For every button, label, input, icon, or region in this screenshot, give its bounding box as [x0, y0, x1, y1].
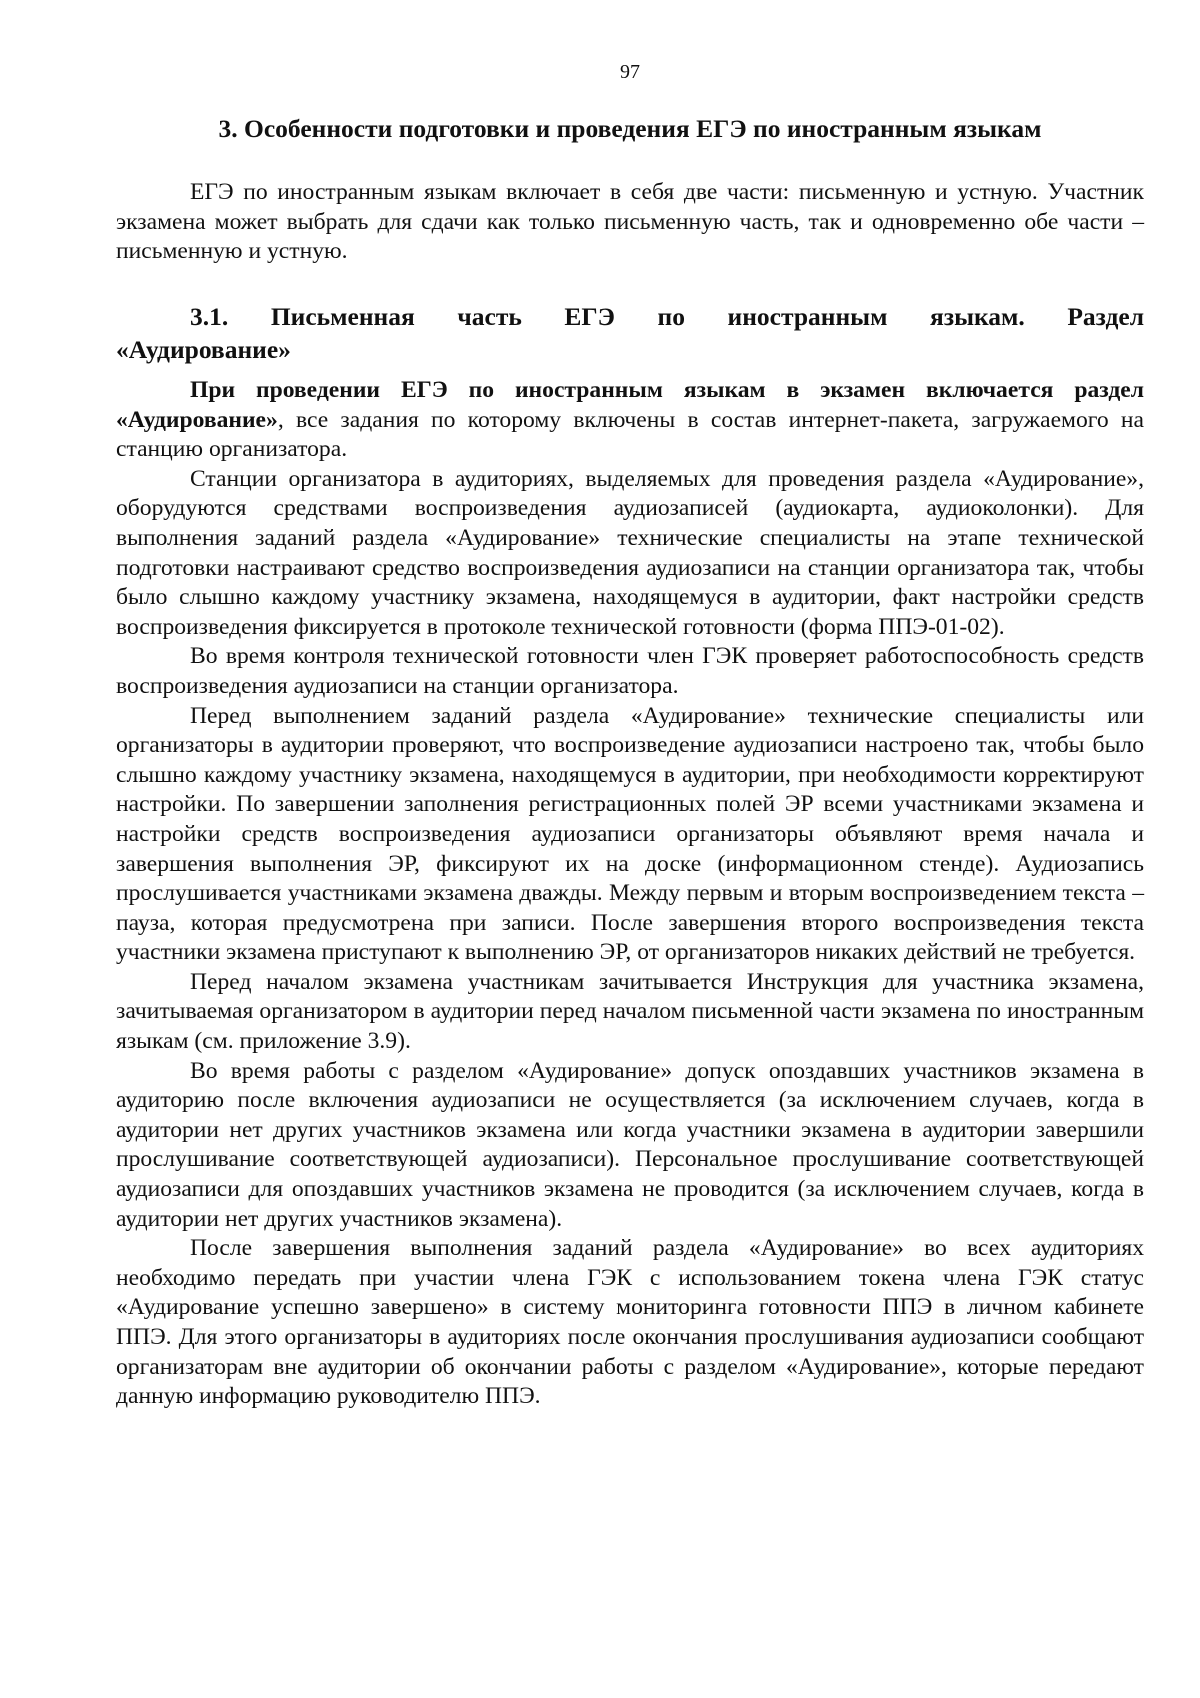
paragraph-6: Во время работы с разделом «Аудирование» допуск опоздавших участников экзамена в аудиторию после включения аудиозаписи не осуществляется (за исключением случаев, когда в аудитории нет других участников экзамена или когда участники экзамена в аудитории завершили прослушивание соответствующей аудиозаписи). Персональное прослушивание соответствующей аудиозаписи для опоздавших участников экзамена не проводится (за исключением случаев, когда в аудитории нет других участников экзамена).: [116, 1057, 1144, 1232]
section-intro: [116, 178, 1144, 267]
paragraph-4: Перед выполнением заданий раздела «Аудирование» технические специалисты или организаторы в аудитории проверяют, что воспроизведение аудиозаписи настроено так, чтобы было слышно каждому участнику экзамена, находящемуся в аудитории, при необходимости корректируют настройки. По завершении заполнения регистрационных полей ЭР всеми участниками экзамена и настройки средств воспроизведения аудиозаписи организаторы объявляют время начала и завершения выполнения ЭР, фиксируют их на доске (информационном стенде). Аудиозапись прослушивается участниками экзамена дважды. Между первым и вторым воспроизведением текста – пауза, которая предусмотрена при записи. После завершения второго воспроизведения текста участники экзамена приступают к выполнению ЭР, от организаторов никаких действий не требуется.: [116, 702, 1144, 966]
paragraph-2: Станции организатора в аудиториях, выделяемых для проведения раздела «Аудирование», оборудуются средствами воспроизведения аудиозаписей (аудиокарта, аудиоколонки). Для выполнения заданий раздела «Аудирование» технические специалисты на этапе технической подготовки настраивают средство воспроизведения аудиозаписи на станции организатора так, чтобы было слышно каждому участнику экзамена, находящемуся в аудитории, факт настройки средств воспроизведения фиксируется в протоколе технической готовности (форма ППЭ-01-02).: [116, 465, 1144, 640]
subsection-heading: [116, 300, 1144, 366]
paragraph-1-bold: При проведении ЕГЭ по иностранным языкам в экзамен включается раздел «Аудирование»: [116, 377, 1144, 433]
paragraph-5: Перед началом экзамена участникам зачитывается Инструкция для участника экзамена, зачитываемая организатором в аудитории перед началом письменной части экзамена по иностранным языкам (см. приложение 3.9).: [116, 968, 1144, 1055]
subsection-heading-line2: «Аудирование»: [116, 335, 291, 364]
page-number: 97: [620, 61, 640, 83]
paragraph-7: После завершения выполнения заданий раздела «Аудирование» во всех аудиториях необходимо передать при участии члена ГЭК с использованием токена члена ГЭК статус «Аудирование успешно завершено» в систему мониторинга готовности ППЭ в личном кабинете ППЭ. Для этого организаторы в аудиториях после окончания прослушивания аудиозаписи сообщают организаторам вне аудитории об окончании работы с разделом «Аудирование», которые передают данную информацию руководителю ППЭ.: [116, 1235, 1144, 1410]
intro-paragraph: ЕГЭ по иностранным языкам включает в себя две части: письменную и устную. Участник экзамена может выбрать для сдачи как только письменную часть, так и одновременно обе части – письменную и устную.: [116, 179, 1144, 265]
paragraph-1: [116, 376, 1144, 465]
paragraph-1-rest: , все задания по которому включены в состав интернет-пакета, загружаемого на станцию организатора.: [116, 406, 1144, 463]
subsection-heading-line1: 3.1. Письменная часть ЕГЭ по иностранным языкам. Раздел: [190, 302, 1144, 331]
paragraph-3: Во время контроля технической готовности член ГЭК проверяет работоспособность средств воспроизведения аудиозаписи на станции организатора.: [116, 643, 1144, 699]
subsection-body: [116, 376, 1144, 1412]
section-heading: 3. Особенности подготовки и проведения ЕГЭ по иностранным языкам: [218, 114, 1042, 143]
